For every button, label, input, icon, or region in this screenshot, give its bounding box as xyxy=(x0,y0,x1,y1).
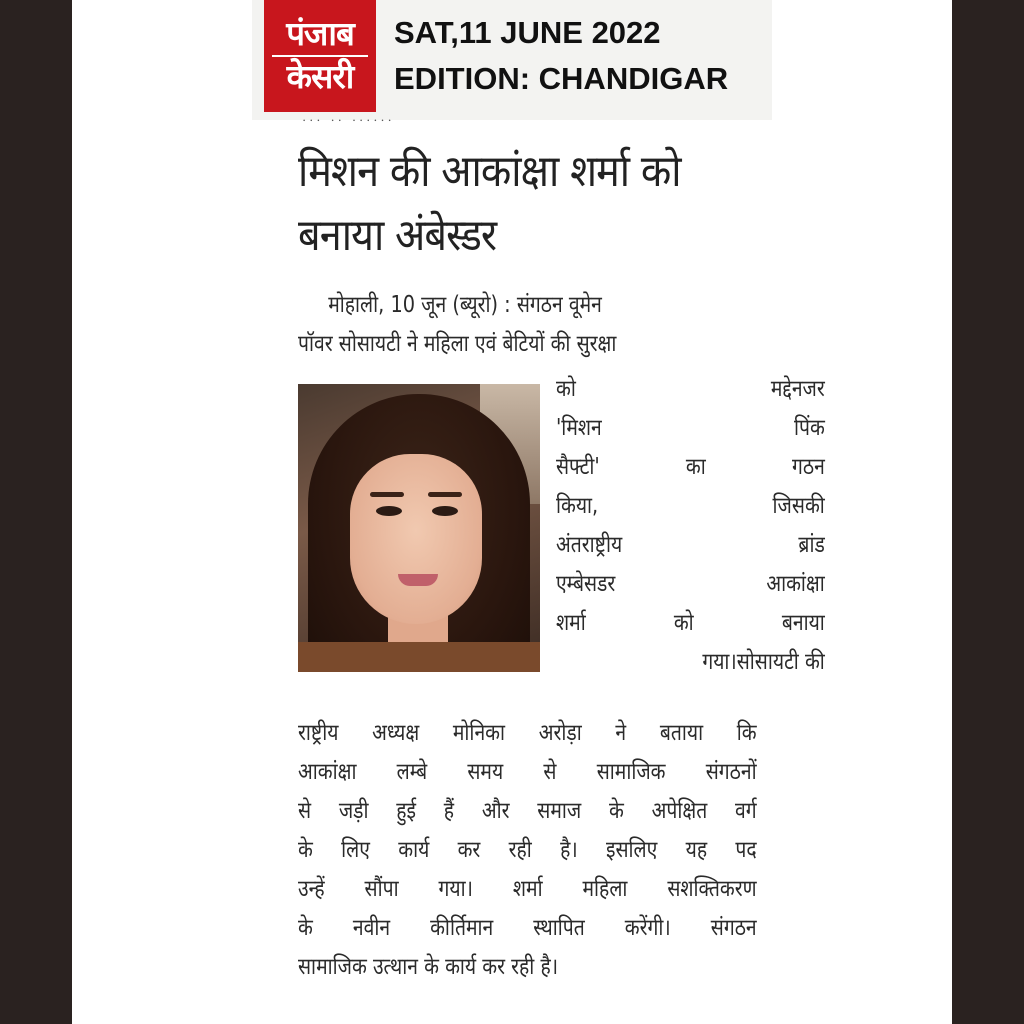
photo-brow xyxy=(370,492,404,497)
edition-date: SAT,11 JUNE 2022 xyxy=(394,15,661,50)
right-frame-border xyxy=(952,0,1024,1024)
article-line: आकांक्षा लम्बे समय से सामाजिक संगठनों xyxy=(298,759,757,785)
article-line: गया।सोसायटी की xyxy=(702,649,825,675)
edition-info xyxy=(394,10,772,102)
newspaper-logo xyxy=(264,0,376,112)
article-body xyxy=(298,714,757,987)
headline-line-2: बनाया अंबेस्डर xyxy=(298,210,497,261)
article-line: को मद्देनजर xyxy=(556,376,825,402)
newspaper-clipping xyxy=(72,0,952,1024)
article-line: सैफ्टी' का गठन xyxy=(556,454,825,480)
article-intro xyxy=(298,286,752,364)
article-line: सामाजिक उत्थान के कार्य कर रही है। xyxy=(298,954,559,980)
article-headline xyxy=(298,140,771,268)
left-frame-border xyxy=(0,0,72,1024)
headline-line-1: मिशन की आकांक्षा शर्मा को xyxy=(298,146,681,197)
article-line: उन्हें सौंपा गया। शर्मा महिला सशक्तिकरण xyxy=(298,876,757,902)
article-line: किया, जिसकी xyxy=(556,493,825,519)
portrait-photo xyxy=(298,384,540,672)
article-line: शर्मा को बनाया xyxy=(556,610,825,636)
photo-brow xyxy=(428,492,462,497)
logo-line-1: पंजाब xyxy=(286,14,354,54)
article-line: के लिए कार्य कर रही है। इसलिए यह पद xyxy=(298,837,757,863)
article-side-column xyxy=(556,370,825,682)
photo-eye xyxy=(376,506,402,516)
cropped-text-remnant: ॱॱॱ ॱॱ ॱॱॱॱॱॱ xyxy=(302,117,395,132)
masthead xyxy=(252,0,772,120)
logo-line-2: केसरी xyxy=(286,57,354,96)
article-line: राष्ट्रीय अध्यक्ष मोनिका अरोड़ा ने बताया कि xyxy=(298,720,757,746)
article-line: से जड़ी हुई हैं और समाज के अपेक्षित वर्ग xyxy=(298,798,757,824)
photo-face xyxy=(350,454,482,624)
photo-eye xyxy=(432,506,458,516)
article-line: के नवीन कीर्तिमान स्थापित करेंगी। संगठन xyxy=(298,915,757,941)
article-line: मोहाली, 10 जून (ब्यूरो) : संगठन वूमेन xyxy=(328,292,602,318)
article-line: 'मिशन पिंक xyxy=(556,415,825,441)
article-line: अंतराष्ट्रीय ब्रांड xyxy=(556,532,825,558)
article-line: एम्बेसडर आकांक्षा xyxy=(556,571,825,597)
photo-lips xyxy=(398,574,438,586)
photo-shoulder xyxy=(298,642,540,672)
edition-name: EDITION: CHANDIGAR xyxy=(394,61,729,96)
article-line: पॉवर सोसायटी ने महिला एवं बेटियों की सुरक्षा xyxy=(298,331,617,357)
